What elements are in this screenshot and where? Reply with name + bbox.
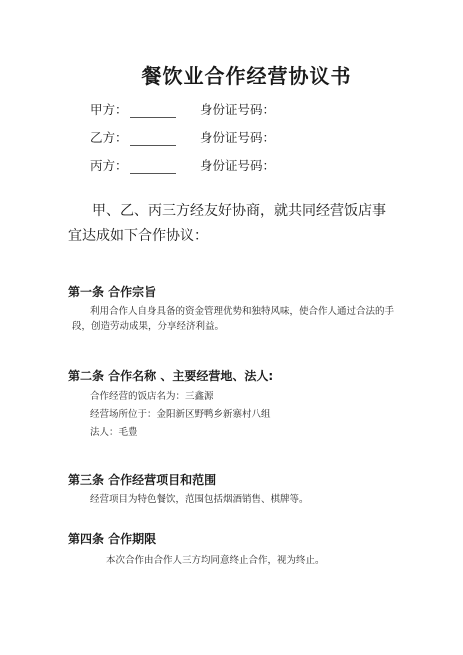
party-c-id-label: 身份证号码： xyxy=(200,158,276,173)
party-a-label: 甲方： xyxy=(90,102,128,117)
article-3-heading: 第三条 合作经营项目和范围 xyxy=(68,473,217,487)
article-2-line-2: 经营场所位于：金阳新区野鸭乡新寨村八组 xyxy=(90,409,271,420)
party-a-blank xyxy=(130,101,176,118)
party-c-label: 丙方： xyxy=(90,158,128,173)
article-2-line-1: 合作经营的饭店名为：三鑫源 xyxy=(90,391,214,402)
party-c-blank xyxy=(130,157,176,174)
party-c-row xyxy=(90,157,276,175)
party-a-row xyxy=(90,101,276,119)
party-b-row xyxy=(90,129,276,147)
article-2-heading: 第二条 合作名称 、主要经营地、法人: xyxy=(68,369,274,383)
document-title: 餐饮业合作经营协议书 xyxy=(141,64,352,88)
article-4-heading: 第四条 合作期限 xyxy=(68,532,157,546)
article-1-paragraph: 利用合作人自身具备的资金管理优势和独特风味，使合作人通过合法的手段，创造劳动成果，分享经济利益。 xyxy=(72,306,395,332)
article-3-line-1: 经营项目为特色餐饮，范围包括烟酒销售、棋牌等。 xyxy=(90,494,309,505)
party-b-blank xyxy=(130,129,176,146)
article-2-line-3: 法人：毛豊 xyxy=(90,427,138,438)
article-1-heading: 第一条 合作宗旨 xyxy=(68,285,157,299)
party-b-id-label: 身份证号码： xyxy=(200,130,276,145)
intro-paragraph: 甲、乙、丙三方经友好协商，就共同经营饭店事宜达成如下合作协议： xyxy=(68,203,386,244)
article-4-line-1: 本次合作由合作人三方均同意终止合作，视为终止。 xyxy=(106,555,325,566)
party-b-label: 乙方： xyxy=(90,130,128,145)
party-a-id-label: 身份证号码： xyxy=(200,102,276,117)
